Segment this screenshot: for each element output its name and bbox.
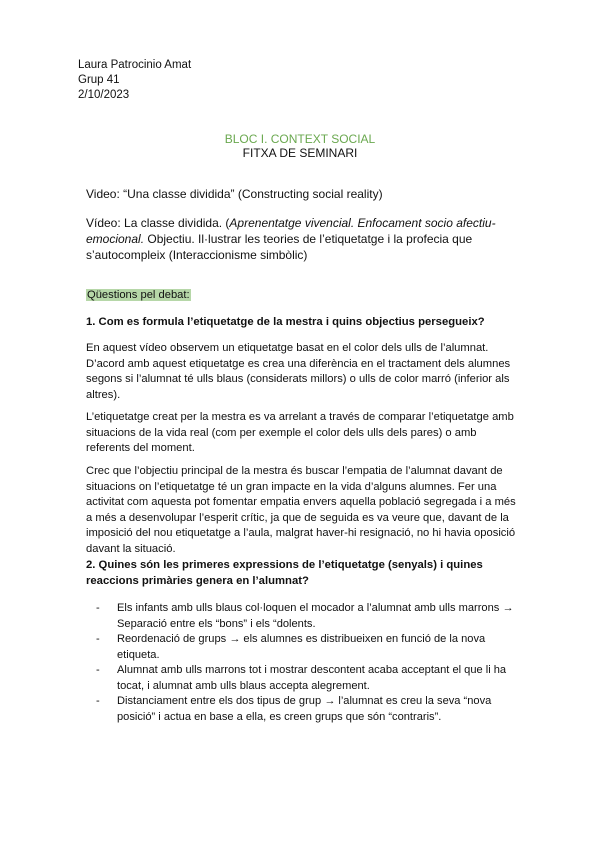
bloc-title: BLOC I. CONTEXT SOCIAL	[224, 132, 376, 146]
bullet-dash: -	[96, 695, 100, 707]
bullet-text: Els infants amb ulls blaus col·loquen el mocador a l’alumnat amb ulls marrons → Separació entre els “bons” i els “dolents.	[117, 602, 514, 630]
video-desc-italic: Aprenentatge vivencial. Enfocament socio afectiu-emocional.	[86, 216, 496, 246]
question-2-title	[86, 558, 518, 589]
bullet-dash: -	[96, 664, 100, 676]
video-description	[86, 215, 516, 263]
bullet-dash: -	[96, 633, 100, 645]
q2-title-text: 2. Quines són les primeres expressions de l’etiquetatge (senyals) i quines reaccions primàries genera en l’alumnat?	[86, 559, 483, 587]
list-item	[86, 601, 518, 632]
question-1-title: 1. Com es formula l’etiquetatge de la mestra i quins objectius persegueix?	[86, 316, 485, 328]
video-desc-suffix: Objectiu. Il·lustrar les teories de l’etiquetatge i la profecia que s’autocompleix (Interaccionisme simbòlic)	[86, 232, 473, 262]
bullet-text: Alumnat amb ulls marrons tot i mostrar descontent acaba acceptant el que li ha tocat, i alumnat amb ulls blaus accepta alegrement.	[117, 664, 507, 692]
date-label: 2/10/2023	[78, 89, 130, 101]
group-label: Grup 41	[78, 74, 120, 86]
list-item	[86, 663, 518, 694]
video-desc-prefix: Vídeo: La classe dividida. (	[86, 216, 230, 230]
video-title-1: Video: “Una classe dividida” (Constructing social reality)	[86, 187, 383, 201]
debate-heading	[86, 288, 516, 304]
bullet-text: Distanciament entre els dos tipus de grup → l’alumnat es creu la seva “nova posició” i actua en base a ella, es creen grups que són “contraris”.	[117, 695, 492, 723]
fitxa-title: FITXA DE SEMINARI	[242, 146, 358, 160]
q1-paragraph-1: En aquest vídeo observem un etiquetatge basat en el color dels ulls de l’alumnat. D’acord amb aquest etiquetatge es crea una diferència en el tractament dels alumnes segons si l’alumnat té ulls blaus (considerats millors) o ulls de color marró (inferior als altres).	[86, 342, 511, 401]
list-item	[86, 694, 518, 725]
q2-bullet-list	[86, 601, 518, 725]
list-item	[86, 632, 518, 663]
bullet-text: Reordenació de grups → els alumnes es distribueixen en funció de la nova etiqueta.	[117, 633, 486, 661]
q1-paragraph-2: L’etiquetatge creat per la mestra es va arrelant a través de comparar l’etiquetatge amb situacions de la vida real (com per exemple el color dels ulls dels pares) o amb referents del moment.	[86, 411, 514, 454]
author-name: Laura Patrocinio Amat	[78, 59, 192, 71]
debate-label: Qüestions pel debat:	[87, 289, 190, 301]
q1-paragraph-3: Crec que l’objectiu principal de la mestra és buscar l’empatia de l’alumnat davant de situacions on l’etiquetatge té un gran impacte en la vida d’alguns alumnes. Fer una activitat com aquesta pot fomentar empatia envers aquella població segregada i a més a més a desenvolupar l’esperit crític, ja que de seguida es va veure que, davant de la imposició del nou etiquetatge a l’aula, malgrat haver-hi resignació, no hi havia oposició davant la situació.	[86, 465, 516, 555]
bullet-dash: -	[96, 602, 100, 614]
